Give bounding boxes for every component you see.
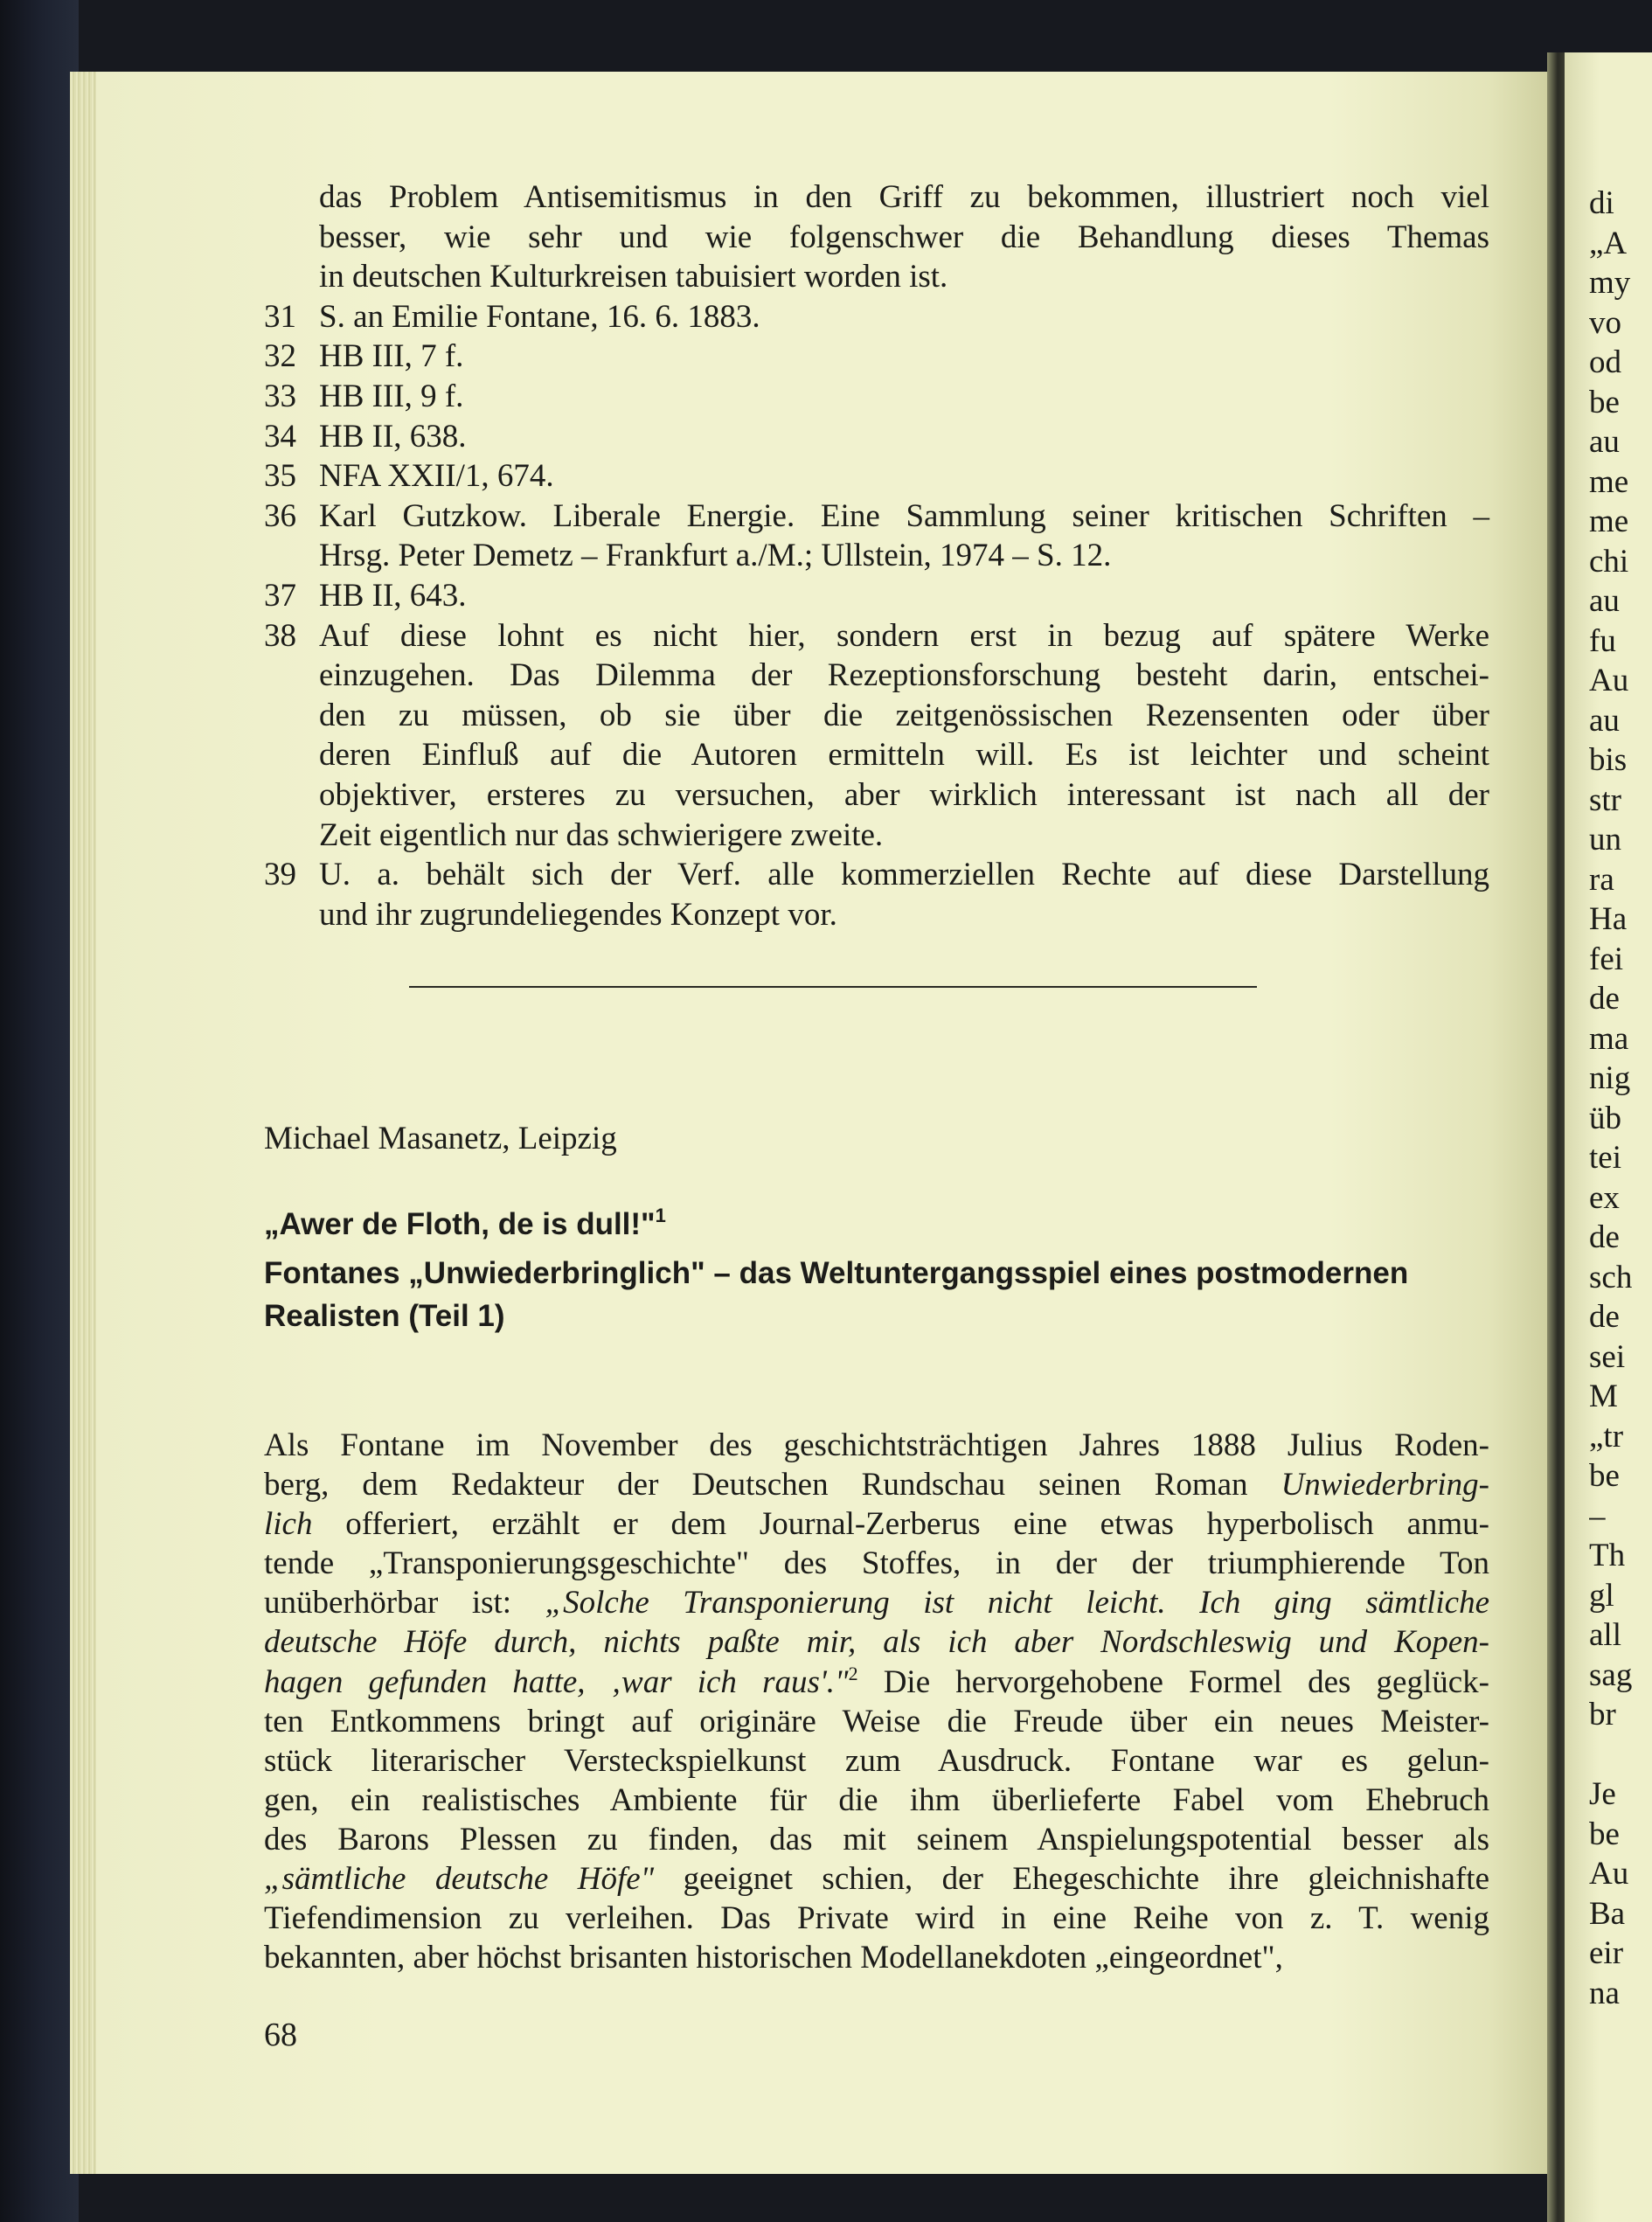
footnote-34 [264, 417, 1489, 457]
article-title-text: „Awer de Floth, de is dull!" [264, 1207, 656, 1241]
book-cover-edge [0, 0, 79, 2222]
footnote-line: einzugehen. Das Dilemma der Rezeptionsforschung besteht darin, entschei- [319, 657, 1489, 694]
right-page-line: ma [1589, 1020, 1629, 1057]
footnote-continuation [264, 177, 1489, 297]
footnote-line: in deutschen Kulturkreisen tabuisiert worden ist. [319, 259, 948, 295]
body-line [264, 1820, 1489, 1859]
right-page-line: au [1589, 424, 1620, 460]
body-line [264, 1899, 1489, 1938]
right-page-line: un [1589, 822, 1621, 858]
right-page-line: na [1589, 1975, 1620, 2011]
body-text-italic: lich [264, 1506, 313, 1543]
footnote-line: Auf diese lohnt es nicht hier, sondern erst in bezug auf spätere Werke [319, 617, 1489, 654]
footnote-number: 36 [264, 497, 296, 534]
footnote-line: S. an Emilie Fontane, 16. 6. 1883. [319, 298, 760, 335]
right-page-line: di [1589, 185, 1614, 221]
body-text: ten Entkommens bringt auf originäre Weise die Freude über ein neues Meister- [264, 1703, 1489, 1739]
right-page-line: br [1589, 1697, 1616, 1732]
body-line [264, 1583, 1489, 1622]
body-text: tende „Transponierungsgeschichte" des Stoffes, in der der triumphierende Ton [264, 1545, 1489, 1582]
body-line [264, 1504, 1489, 1544]
footnote-38 [264, 616, 1489, 856]
footnote-line: und ihr zugrundeliegendes Konzept vor. [319, 896, 837, 933]
right-page-line: Au [1589, 663, 1629, 698]
right-page-line: nig [1589, 1060, 1631, 1096]
footnote-32 [264, 337, 1489, 377]
body-line [264, 1781, 1489, 1820]
right-page-line: be [1589, 1458, 1620, 1494]
right-page-line: fu [1589, 622, 1616, 659]
right-page-line: be [1589, 1816, 1620, 1852]
footnote-line: NFA XXII/1, 674. [319, 458, 554, 495]
body-text: geeignet schien, der Ehegeschichte ihre gleichnishafte [654, 1861, 1489, 1898]
right-page-line: ra [1589, 861, 1614, 898]
body-text: stück literarischer Versteckspielkunst zum Ausdruck. Fontane war es gelun- [264, 1742, 1489, 1779]
section-divider [409, 986, 1257, 988]
article-subtitle-line: Fontanes „Unwiederbringlich" – das Weltuntergangsspiel eines postmodernen [264, 1256, 1409, 1290]
body-text: Als Fontane im November des geschichtsträchtigen Jahres 1888 Julius Roden- [264, 1427, 1489, 1463]
right-page-line: de [1589, 1299, 1620, 1335]
right-page-line: de [1589, 1219, 1620, 1255]
body-line [264, 1859, 1489, 1899]
footnote-number: 32 [264, 338, 296, 375]
right-page-line: ex [1589, 1179, 1620, 1216]
right-page-line: eir [1589, 1935, 1624, 1971]
footnote-37 [264, 576, 1489, 616]
footnote-ref: 2 [848, 1662, 858, 1684]
body-line [264, 1465, 1489, 1504]
right-page-line: M [1589, 1378, 1618, 1414]
body-text-italic: „Solche Transponierung ist nicht leicht. Ich ging sämtliche [545, 1585, 1490, 1621]
right-page-line: be [1589, 384, 1620, 420]
footnote-33 [264, 377, 1489, 417]
article-subtitle [264, 1252, 1489, 1337]
right-page-fragments [1589, 184, 1652, 2013]
footnote-line: Karl Gutzkow. Liberale Energie. Eine Sammlung seiner kritischen Schriften – [319, 497, 1489, 534]
footnote-number: 35 [264, 458, 296, 495]
article-author: Michael Masanetz, Leipzig [264, 1121, 617, 1156]
footnote-number: 31 [264, 298, 296, 335]
footnote-line: deren Einfluß auf die Autoren ermitteln will. Es ist leichter und scheint [319, 737, 1489, 774]
footnote-31 [264, 297, 1489, 337]
article-title [264, 1205, 666, 1245]
right-page-line: sch [1589, 1259, 1633, 1295]
right-page-line: my [1589, 265, 1631, 301]
right-page-line: de [1589, 981, 1620, 1017]
body-text: offeriert, erzählt er dem Journal-Zerberus eine etwas hyperbolisch anmu- [312, 1506, 1489, 1543]
right-page-line: Th [1589, 1538, 1626, 1573]
body-text-italic: Unwiederbring- [1281, 1467, 1489, 1503]
right-page-line: au [1589, 702, 1620, 739]
right-page-line: au [1589, 583, 1620, 619]
right-page-line: Je [1589, 1776, 1616, 1812]
body-line [264, 1938, 1489, 1977]
right-page-line: Au [1589, 1856, 1629, 1892]
footnote-36 [264, 496, 1489, 576]
right-page-line: tei [1589, 1140, 1621, 1176]
footnote-line: das Problem Antisemitismus in den Griff zu bekommen, illustriert noch viel [319, 179, 1489, 215]
footnote-ref: 1 [655, 1205, 666, 1226]
body-text: Tiefendimension zu verleihen. Das Private wird in eine Reihe von z. T. wenig [264, 1900, 1489, 1937]
footnote-list [264, 297, 1489, 935]
body-line [264, 1426, 1489, 1465]
right-page-line: me [1589, 503, 1629, 539]
footnote-39 [264, 855, 1489, 934]
footnote-number: 33 [264, 378, 296, 414]
body-text: gen, ein realistisches Ambiente für die ihm überlieferte Fabel vom Ehebruch [264, 1781, 1489, 1818]
right-page-line: – [1589, 1497, 1606, 1534]
right-page-line: str [1589, 781, 1621, 818]
right-page-line: sei [1589, 1338, 1626, 1375]
body-text: des Barons Plessen zu finden, das mit seinem Anspielungspotential besser als [264, 1821, 1489, 1857]
footnote-number: 34 [264, 418, 296, 455]
footnote-line: Zeit eigentlich nur das schwierigere zweite. [319, 816, 884, 853]
footnote-number: 38 [264, 617, 296, 654]
right-page-line: fei [1589, 941, 1624, 977]
right-page-line: „A [1589, 225, 1628, 261]
footnote-line: HB III, 7 f. [319, 338, 464, 375]
article-subtitle-line: Realisten (Teil 1) [264, 1299, 505, 1333]
body-line [264, 1544, 1489, 1583]
right-page-line: Ha [1589, 901, 1628, 937]
footnote-line: HB III, 9 f. [319, 378, 464, 414]
footnotes [264, 177, 1489, 934]
right-page-line: „tr [1589, 1418, 1624, 1455]
right-page-line: vo [1589, 304, 1621, 341]
footnote-35 [264, 456, 1489, 496]
body-text: bekannten, aber höchst brisanten historischen Modellanekdoten „eingeordnet", [264, 1940, 1283, 1976]
body-line [264, 1622, 1489, 1662]
right-page-line: Ba [1589, 1895, 1626, 1932]
footnote-line: U. a. behält sich der Verf. alle kommerziellen Rechte auf diese Darstellung [319, 857, 1489, 893]
body-text: Die hervorgehobene Formel des geglück- [857, 1663, 1489, 1700]
right-page-line [1589, 1735, 1652, 1775]
footnote-line: den zu müssen, ob sie über die zeitgenössischen Rezensenten oder über [319, 697, 1489, 733]
right-page-line: all [1589, 1617, 1621, 1653]
footnote-line: besser, wie sehr und wie folgenschwer die Behandlung dieses Themas [319, 219, 1489, 255]
right-page-line: bis [1589, 742, 1628, 778]
right-page-line: me [1589, 463, 1629, 500]
footnote-line: HB II, 638. [319, 418, 467, 455]
right-page-line: üb [1589, 1100, 1621, 1136]
right-page-line: gl [1589, 1577, 1614, 1614]
article-body [264, 1426, 1489, 1977]
body-text-italic: deutsche Höfe durch, nichts paßte mir, als ich aber Nordschleswig und Kopen- [264, 1624, 1489, 1661]
footnote-number: 37 [264, 577, 296, 614]
body-text: unüberhörbar ist: [264, 1585, 545, 1621]
body-text-italic: hagen gefunden hatte, ‚war ich raus'." [264, 1663, 849, 1700]
footnote-line: objektiver, ersteres zu versuchen, aber wirklich interessant ist nach all der [319, 776, 1489, 813]
body-line [264, 1702, 1489, 1741]
right-page-line: chi [1589, 543, 1629, 580]
book-gutter [1547, 52, 1565, 2222]
body-text-italic: „sämtliche deutsche Höfe" [264, 1861, 655, 1898]
footnote-line: HB II, 643. [319, 577, 467, 614]
body-text: berg, dem Redakteur der Deutschen Rundschau seinen Roman [264, 1467, 1281, 1503]
body-line [264, 1741, 1489, 1781]
footnote-number: 39 [264, 857, 296, 893]
page-number: 68 [264, 2017, 297, 2053]
footnote-line: Hrsg. Peter Demetz – Frankfurt a./M.; Ullstein, 1974 – S. 12. [319, 538, 1112, 574]
right-page-line: sag [1589, 1656, 1633, 1693]
right-page-line: od [1589, 344, 1621, 380]
body-line [264, 1663, 1489, 1702]
